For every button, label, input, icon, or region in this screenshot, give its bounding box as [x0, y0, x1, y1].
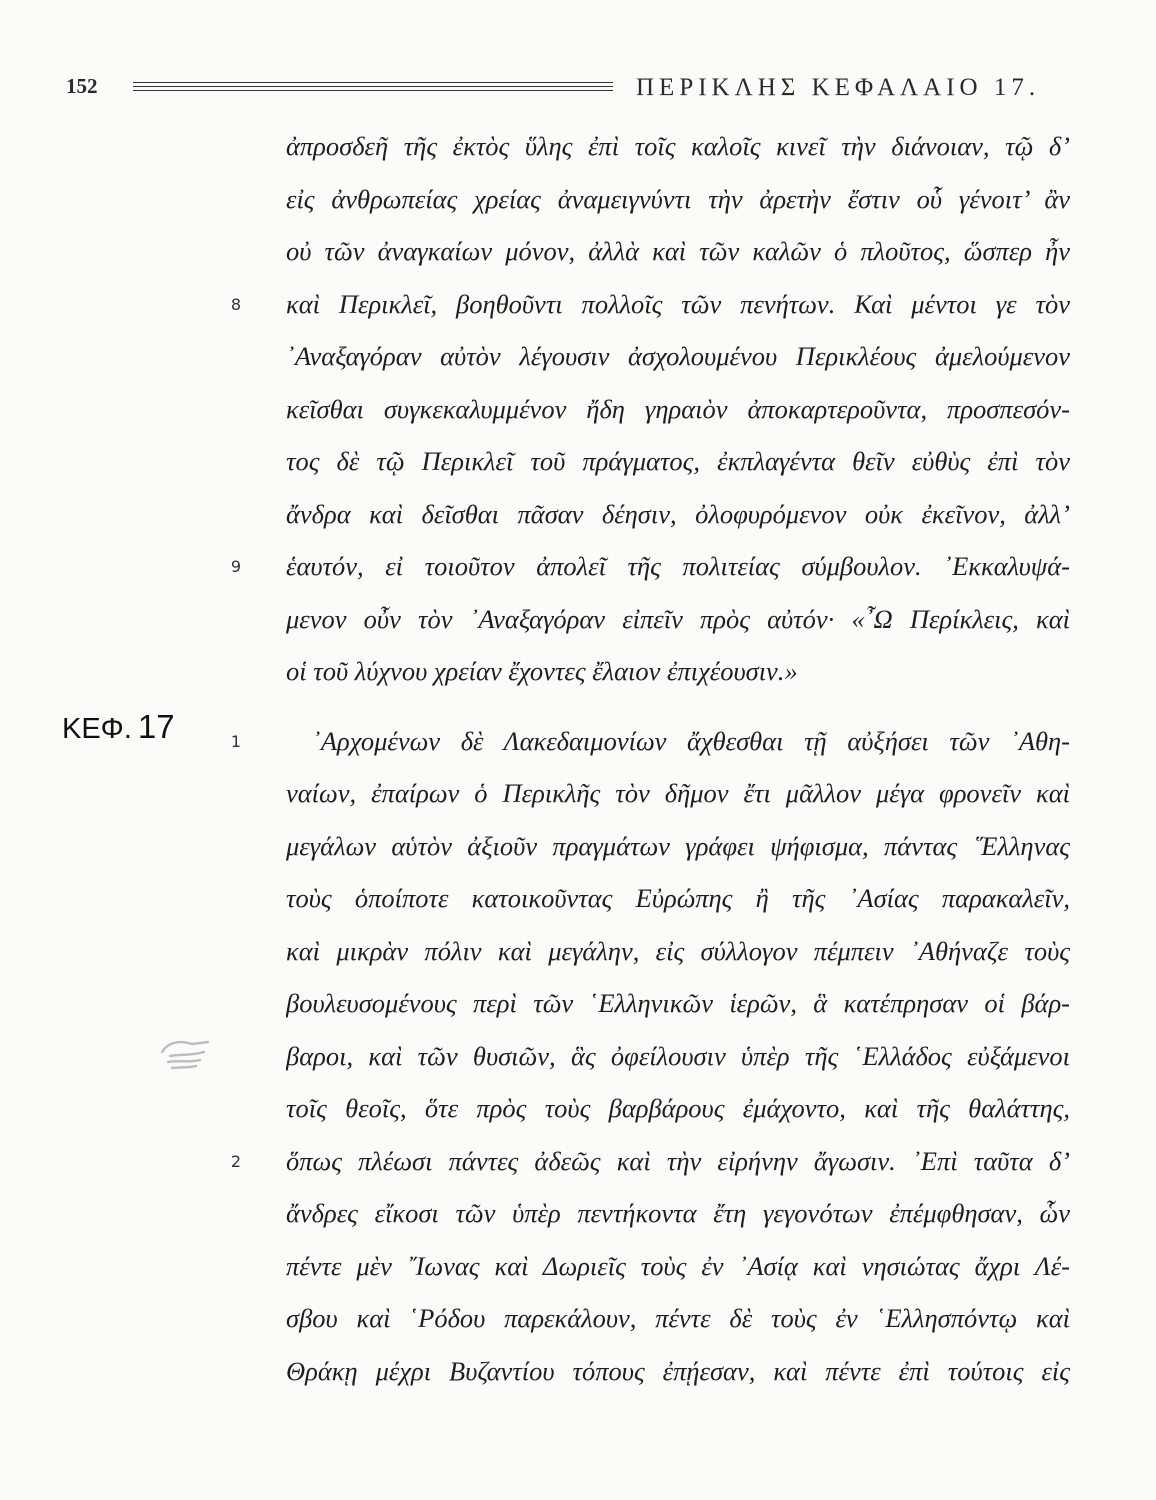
- line-number: 2: [230, 1152, 242, 1171]
- text-line: μεγάλων αὑτὸν ἀξιοῦν πραγμάτων γράφει ψήφισμα, πάντας ῞Ελληνας: [286, 831, 1070, 861]
- header-rule: [133, 90, 613, 91]
- text-line: ὅπως πλέωσι πάντες ἀδεῶς καὶ τὴν εἰρήνην ἄγωσιν. ᾿Επὶ ταῦτα δ’: [286, 1146, 1070, 1176]
- page-number: 152: [66, 74, 98, 98]
- header-rule: [133, 86, 613, 87]
- text-line: ἄνδρες εἴκοσι τῶν ὑπὲρ πεντήκοντα ἔτη γεγονότων ἐπέμφθησαν, ὧν: [286, 1198, 1070, 1228]
- text-line: ἑαυτόν, εἰ τοιοῦτον ἀπολεῖ τῆς πολιτείας σύμβουλον. ᾿Εκκαλυψά-: [286, 551, 1070, 581]
- line-number: 9: [230, 557, 242, 576]
- text-line: ᾿Αρχομένων δὲ Λακεδαιμονίων ἄχθεσθαι τῇ αὐξήσει τῶν ᾿Αθη-: [312, 726, 1070, 756]
- text-line: οἱ τοῦ λύχνου χρείαν ἔχοντες ἔλαιον ἐπιχέουσιν.»: [286, 656, 798, 686]
- chapter-number: 17: [137, 708, 175, 745]
- text-line: τος δὲ τῷ Περικλεῖ τοῦ πράγματος, ἐκπλαγέντα θεῖν εὐθὺς ἐπὶ τὸν: [286, 446, 1070, 476]
- pointing-hand-icon: [158, 1030, 212, 1074]
- text-line: τοῖς θεοῖς, ὅτε πρὸς τοὺς βαρβάρους ἐμάχοντο, καὶ τῆς θαλάττης,: [286, 1093, 1070, 1123]
- text-line: σβου καὶ ῾Ρόδου παρεκάλουν, πέντε δὲ τοὺς ἐν ῾Ελλησπόντῳ καὶ: [286, 1303, 1070, 1333]
- text-line: ᾿Αναξαγόραν αὐτὸν λέγουσιν ἀσχολουμένου Περικλέους ἀμελούμενον: [286, 341, 1070, 371]
- text-line: ἀπροσδεῆ τῆς ἐκτὸς ὕλης ἐπὶ τοῖς καλοῖς κινεῖ τὴν διάνοιαν, τῷ δ’: [286, 131, 1070, 161]
- text-line: βαροι, καὶ τῶν θυσιῶν, ἃς ὀφείλουσιν ὑπὲρ τῆς ῾Ελλάδος εὐξάμενοι: [286, 1041, 1070, 1071]
- text-line: ναίων, ἐπαίρων ὁ Περικλῆς τὸν δῆμον ἔτι μᾶλλον μέγα φρονεῖν καὶ: [286, 778, 1070, 808]
- text-line: τοὺς ὁποίποτε κατοικοῦντας Εὐρώπης ἢ τῆς ᾿Ασίας παρακαλεῖν,: [286, 883, 1070, 913]
- text-line: καὶ μικρὰν πόλιν καὶ μεγάλην, εἰς σύλλογον πέμπειν ᾿Αθήναζε τοὺς: [286, 936, 1070, 966]
- text-line: εἰς ἀνθρωπείας χρείας ἀναμειγνύντι τὴν ἀρετὴν ἔστιν οὗ γένοιτ’ ἂν: [286, 184, 1070, 214]
- text-line: οὐ τῶν ἀναγκαίων μόνον, ἀλλὰ καὶ τῶν καλῶν ὁ πλοῦτος, ὥσπερ ἦν: [286, 236, 1070, 266]
- running-title: ΠΕΡΙΚΛΗΣ ΚΕΦΑΛΑΙΟ 17.: [636, 74, 1041, 101]
- text-line: καὶ Περικλεῖ, βοηθοῦντι πολλοῖς τῶν πενήτων. Καὶ μέντοι γε τὸν: [286, 289, 1070, 319]
- text-line: πέντε μὲν ῎Ιωνας καὶ Δωριεῖς τοὺς ἐν ᾿Ασίᾳ καὶ νησιώτας ἄχρι Λέ-: [286, 1251, 1070, 1281]
- chapter-label: [62, 708, 175, 746]
- chapter-label-text: ΚΕΦ.: [62, 713, 132, 745]
- page-header: [0, 70, 1156, 110]
- text-line: κεῖσθαι συγκεκαλυμμένον ἤδη γηραιὸν ἀποκαρτεροῦντα, προσπεσόν-: [286, 394, 1070, 424]
- text-line: Θράκῃ μέχρι Βυζαντίου τόπους ἐπῄεσαν, καὶ πέντε ἐπὶ τούτοις εἰς: [286, 1356, 1070, 1386]
- line-number: 1: [230, 732, 242, 751]
- text-line: ἄνδρα καὶ δεῖσθαι πᾶσαν δέησιν, ὀλοφυρόμενον οὐκ ἐκεῖνον, ἀλλ’: [286, 499, 1070, 529]
- text-line: βουλευσομένους περὶ τῶν ῾Ελληνικῶν ἱερῶν, ἃ κατέπρησαν οἱ βάρ-: [286, 988, 1070, 1018]
- line-number: 8: [230, 295, 242, 314]
- text-line: μενον οὖν τὸν ᾿Αναξαγόραν εἰπεῖν πρὸς αὐτόν· «῏Ω Περίκλεις, καὶ: [286, 604, 1070, 634]
- header-rule: [133, 82, 613, 83]
